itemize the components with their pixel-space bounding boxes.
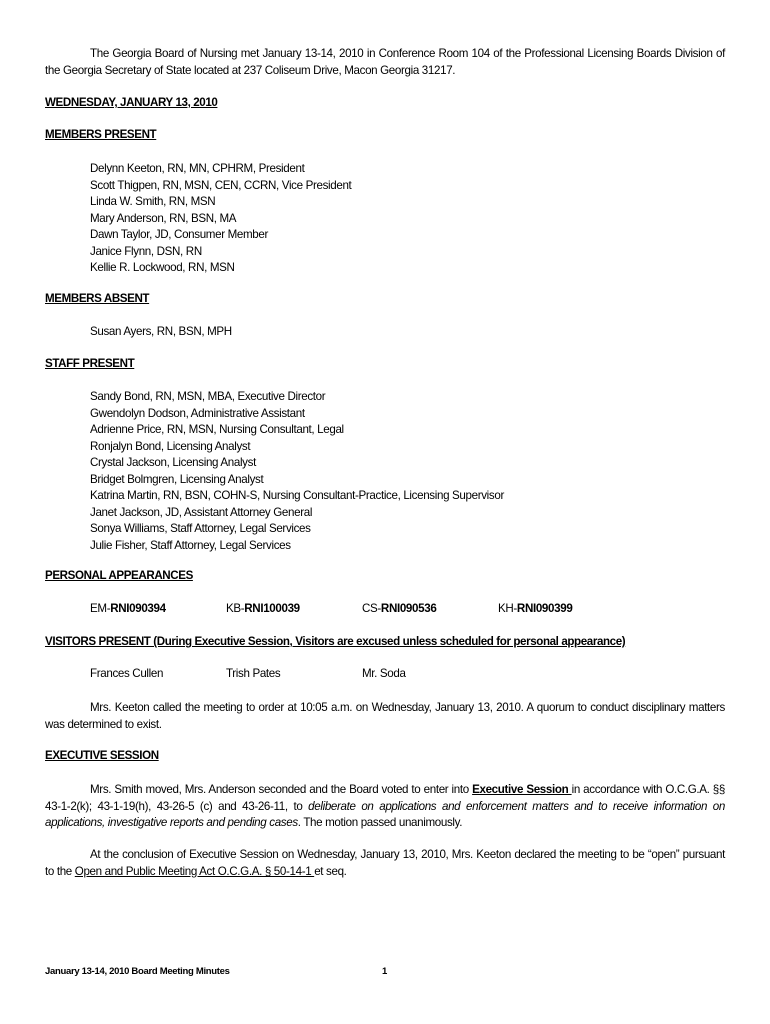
page-number: 1 — [382, 966, 387, 977]
visitor-item: Frances Cullen — [90, 667, 164, 680]
call-to-order-paragraph — [45, 700, 725, 733]
call-to-order-text: Mrs. Keeton called the meeting to order at 10:05 a.m. on Wednesday, January 13, 2010. A quorum to conduct disciplinary matters was determined to exist. — [45, 701, 725, 731]
footer-title: January 13-14, 2010 Board Meeting Minutes — [45, 966, 230, 977]
list-item: Gwendolyn Dodson, Administrative Assistant — [90, 406, 305, 420]
executive-session-term: Executive Session — [472, 783, 572, 796]
executive-session-conclusion-paragraph: At the conclusion of Executive Session on Wednesday, January 13, 2010, Mrs. Keeton declared the meeting to be “open” pursuant to the Open and Public Meeting Act O.C.G.A. § 50-14-1 et seq. — [45, 848, 725, 878]
visitors-present-heading: VISITORS PRESENT (During Executive Session, Visitors are excused unless scheduled for personal appearance) — [45, 635, 626, 648]
list-item: Kellie R. Lockwood, RN, MSN — [90, 261, 235, 274]
members-absent-list — [90, 324, 232, 341]
appearance-item: KH-RNI090399 — [498, 602, 573, 615]
list-item: Katrina Martin, RN, BSN, COHN-S, Nursing Consultant-Practice, Licensing Supervisor — [90, 489, 504, 502]
appearance-item: CS-RNI090536 — [362, 602, 437, 615]
list-item: Sandy Bond, RN, MSN, MBA, Executive Director — [90, 390, 326, 403]
members-present-heading: MEMBERS PRESENT — [45, 128, 157, 141]
list-item: Crystal Jackson, Licensing Analyst — [90, 456, 256, 469]
date-heading: WEDNESDAY, JANUARY 13, 2010 — [45, 96, 218, 109]
list-item: Sonya Williams, Staff Attorney, Legal Services — [90, 522, 311, 535]
appearance-item: EM-RNI090394 — [90, 602, 166, 615]
list-item: Bridget Bolmgren, Licensing Analyst — [90, 472, 264, 486]
staff-present-heading: STAFF PRESENT — [45, 357, 135, 370]
appearance-item: KB-RNI100039 — [226, 602, 300, 615]
visitor-item: Mr. Soda — [362, 667, 406, 680]
deliberation-purpose: deliberate on applications and enforcement matters and to receive information on applications, investigative reports and pending cases — [45, 799, 725, 829]
staff-present-list — [90, 389, 504, 554]
executive-session-motion-paragraph: Mrs. Smith moved, Mrs. Anderson seconded and the Board voted to enter into Executive Session in accordance with O.C.G.A. §§ 43-1-2(k); 43-1-19(h), 43-26-5 (c) and 43-26-11, to deliberate on applications and enforcement matters and to receive information on applications, investigative reports and pending cases. The motion passed unanimously. — [45, 783, 725, 829]
list-item: Linda W. Smith, RN, MSN — [90, 195, 216, 208]
list-item: Janice Flynn, DSN, RN — [90, 244, 202, 258]
list-item: Dawn Taylor, JD, Consumer Member — [90, 228, 269, 241]
list-item: Mary Anderson, RN, BSN, MA — [90, 211, 237, 225]
members-present-list — [90, 161, 351, 277]
list-item: Julie Fisher, Staff Attorney, Legal Services — [90, 538, 291, 552]
list-item: Delynn Keeton, RN, MN, CPHRM, President — [90, 162, 305, 175]
personal-appearances-heading: PERSONAL APPEARANCES — [45, 569, 193, 582]
list-item: Ronjalyn Bond, Licensing Analyst — [90, 439, 251, 453]
intro-paragraph — [45, 46, 725, 79]
visitor-item: Trish Pates — [226, 667, 281, 680]
list-item: Adrienne Price, RN, MSN, Nursing Consultant, Legal — [90, 423, 344, 436]
list-item: Scott Thigpen, RN, MSN, CEN, CCRN, Vice President — [90, 178, 352, 192]
intro-text: The Georgia Board of Nursing met January 13-14, 2010 in Conference Room 104 of the Professional Licensing Boards Division of the Georgia Secretary of State located at 237 Coliseum Drive, Macon Georgia 31217. — [45, 47, 725, 77]
members-absent-heading: MEMBERS ABSENT — [45, 292, 150, 305]
list-item: Susan Ayers, RN, BSN, MPH — [90, 325, 232, 338]
executive-session-heading: EXECUTIVE SESSION — [45, 749, 159, 762]
open-meeting-act-reference: Open and Public Meeting Act O.C.G.A. § 50-14-1 — [74, 864, 315, 878]
list-item: Janet Jackson, JD, Assistant Attorney General — [90, 505, 313, 519]
